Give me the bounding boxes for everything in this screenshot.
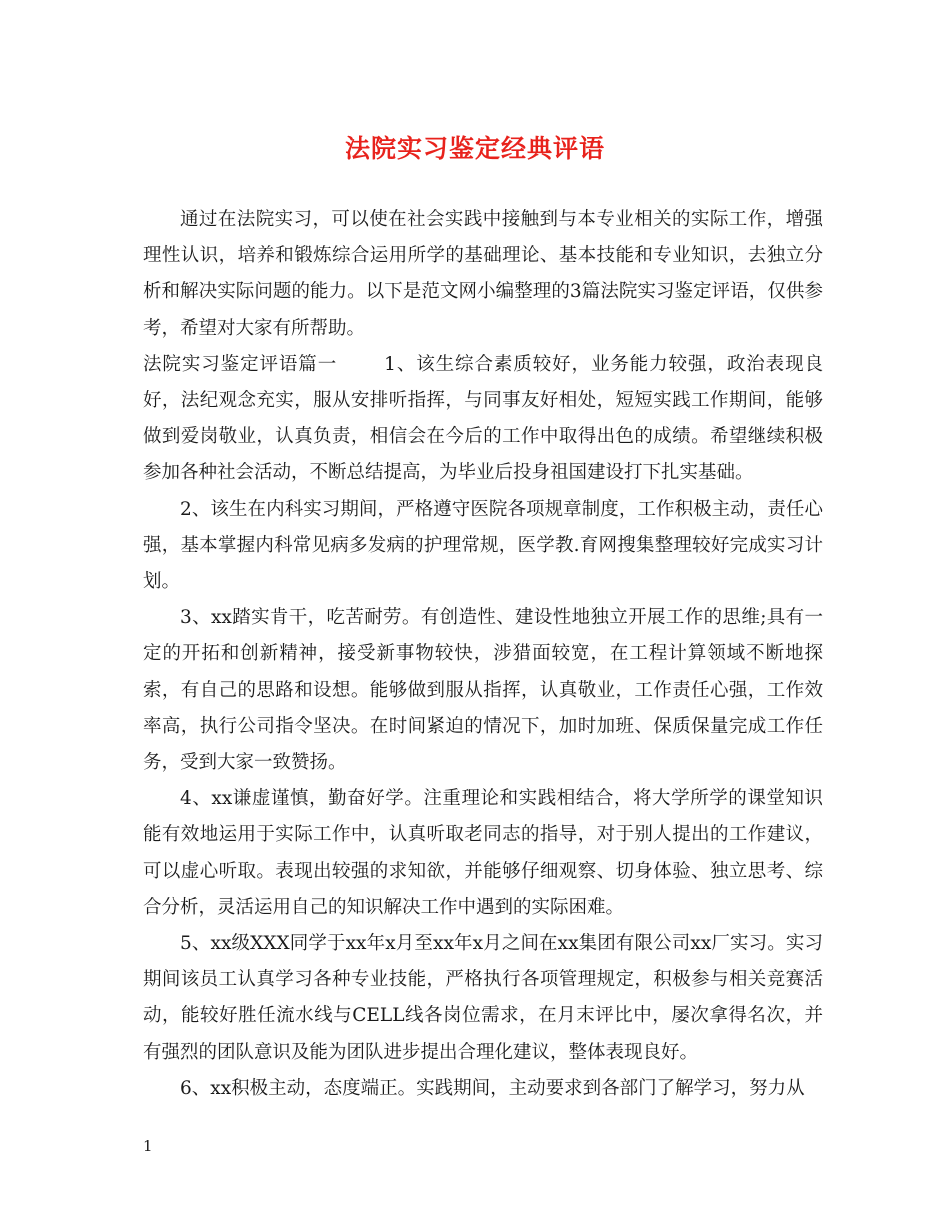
paragraph-6: 6、xx积极主动，态度端正。实践期间，主动要求到各部门了解学习，努力从 (180, 1077, 805, 1099)
document-title: 法院实习鉴定经典评语 (344, 134, 605, 163)
page-number: 1 (143, 1137, 153, 1155)
paragraph-1: 1、该生综合素质较好，业务能力较强，政治表现良好，法纪观念充实，服从安排听指挥，与同事友好相处，短短实践工作期间，能够做到爱岗敬业，认真负责，相信会在今后的工作中取得出色的成绩。希望继续积极参加各种社会活动，不断总结提高，为毕业后投身祖国建设打下扎实基础。 (143, 353, 823, 484)
paragraph-4: 4、xx谦虚谨慎，勤奋好学。注重理论和实践相结合，将大学所学的课堂知识能有效地运用于实际工作中，认真听取老同志的指导，对于别人提出的工作建议，可以虚心听取。表现出较强的求知欲，并能够仔细观察、切身体验、独立思考、综合分析，灵活运用自己的知识解决工作中遇到的实际困难。 (143, 788, 823, 918)
document-body (143, 202, 823, 1107)
paragraph-3: 3、xx踏实肯干，吃苦耐劳。有创造性、建设性地独立开展工作的思维;具有一定的开拓和创新精神，接受新事物较快，涉猎面较宽，在工程计算领域不断地探索，有自己的思路和设想。能够做到服从指挥，认真敬业，工作责任心强，工作效率高，执行公司指令坚决。在时间紧迫的情况下，加时加班、保质保量完成工作任务，受到大家一致赞扬。 (143, 607, 823, 774)
section-heading: 法院实习鉴定评语篇一 (143, 353, 338, 375)
paragraph-5: 5、xx级XXX同学于xx年x月至xx年x月之间在xx集团有限公司xx厂实习。实习期间该员工认真学习各种专业技能，严格执行各项管理规定，积极参与相关竞赛活动，能较好胜任流水线与CELL线各岗位需求，在月末评比中，屡次拿得名次，并有强烈的团队意识及能为团队进步提出合理化建议，整体表现良好。 (143, 933, 823, 1063)
section-one-paragraph (143, 347, 823, 492)
paragraph-2: 2、该生在内科实习期间，严格遵守医院各项规章制度，工作积极主动，责任心强，基本掌握内科常见病多发病的护理常规，医学教.育网搜集整理较好完成实习计划。 (143, 498, 823, 593)
intro-paragraph: 通过在法院实习，可以使在社会实践中接触到与本专业相关的实际工作，增强理性认识，培养和锻炼综合运用所学的基础理论、基本技能和专业知识，去独立分析和解决实际问题的能力。以下是范文网小编整理的3篇法院实习鉴定评语，仅供参考，希望对大家有所帮助。 (143, 209, 823, 339)
